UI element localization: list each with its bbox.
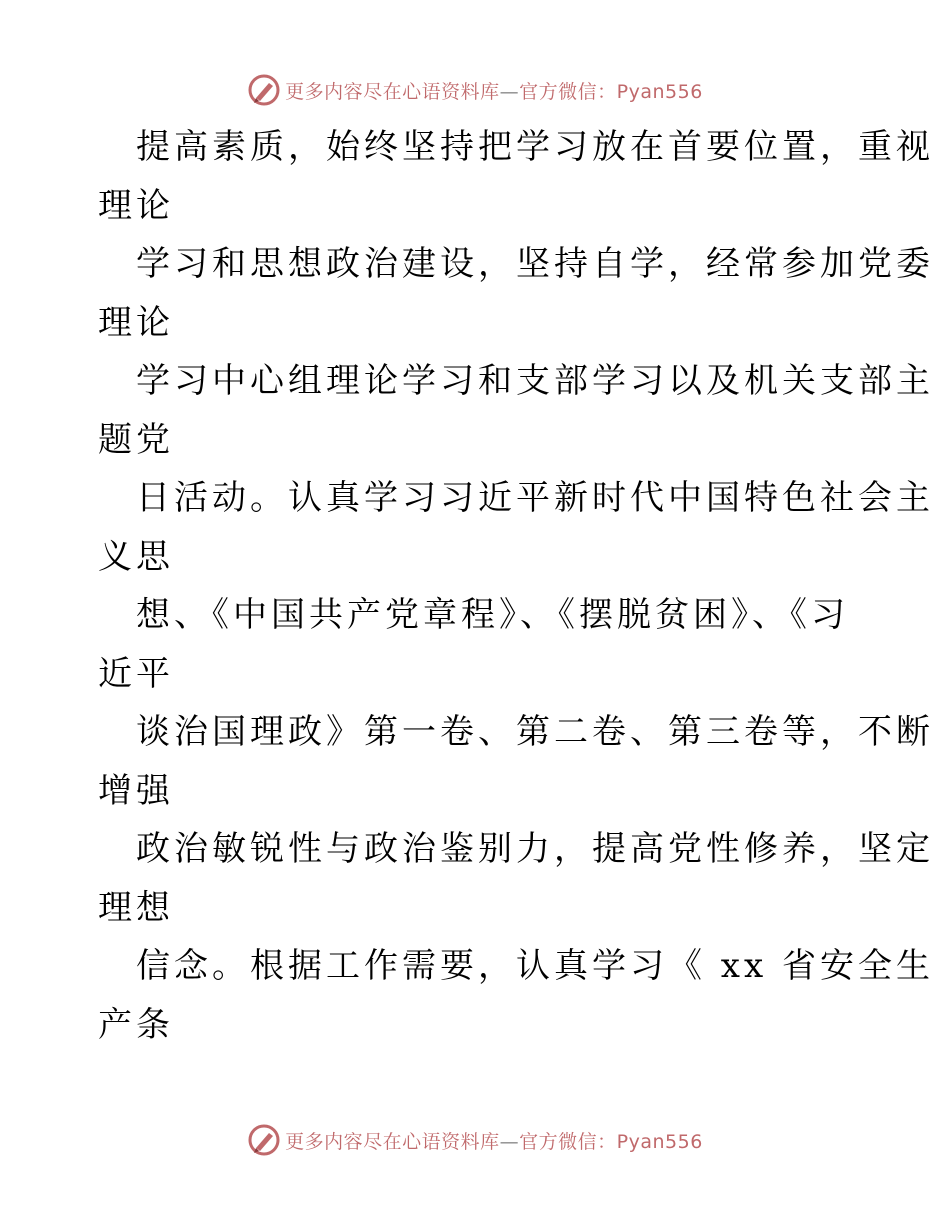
banner-contact-text: 官方微信：Pyan556 bbox=[519, 80, 703, 103]
pen-logo-icon bbox=[247, 1123, 281, 1157]
body-line: 增强 bbox=[98, 770, 174, 811]
body-line: 理论 bbox=[98, 302, 174, 343]
body-line: 提高素质，始终坚持把学习放在首要位置，重视 bbox=[136, 127, 934, 167]
body-line: 义思 bbox=[98, 536, 174, 577]
pen-logo-icon bbox=[247, 73, 281, 107]
banner-main-text: 更多内容尽在心语资料库 bbox=[285, 1130, 500, 1153]
body-line: 日活动。认真学习习近平新时代中国特色社会主 bbox=[136, 478, 934, 518]
body-line: 题党 bbox=[98, 419, 174, 460]
body-line: 想、《中国共产党章程》、《摆脱贫困》、《习 bbox=[136, 595, 849, 635]
banner-text bbox=[285, 1127, 703, 1154]
document-body bbox=[98, 118, 934, 1054]
body-line: 理想 bbox=[98, 887, 174, 928]
body-line: 学习中心组理论学习和支部学习以及机关支部主 bbox=[136, 361, 934, 401]
banner-contact-text: 官方微信：Pyan556 bbox=[519, 1130, 703, 1153]
body-line: 信念。根据工作需要，认真学习《 xx 省安全生 bbox=[136, 946, 934, 986]
footer-watermark-banner bbox=[0, 1120, 950, 1160]
header-watermark-banner bbox=[0, 70, 950, 110]
banner-text bbox=[285, 77, 703, 104]
body-line: 理论 bbox=[98, 185, 174, 226]
body-line: 谈治国理政》第一卷、第二卷、第三卷等，不断 bbox=[136, 712, 934, 752]
body-line: 政治敏锐性与政治鉴别力，提高党性修养，坚定 bbox=[136, 829, 934, 869]
banner-main-text: 更多内容尽在心语资料库 bbox=[285, 80, 500, 103]
body-line: 产条 bbox=[98, 1004, 174, 1045]
banner-dash: — bbox=[499, 1130, 520, 1153]
banner-dash: — bbox=[499, 80, 520, 103]
body-line: 学习和思想政治建设，坚持自学，经常参加党委 bbox=[136, 244, 934, 284]
body-line: 近平 bbox=[98, 653, 174, 694]
